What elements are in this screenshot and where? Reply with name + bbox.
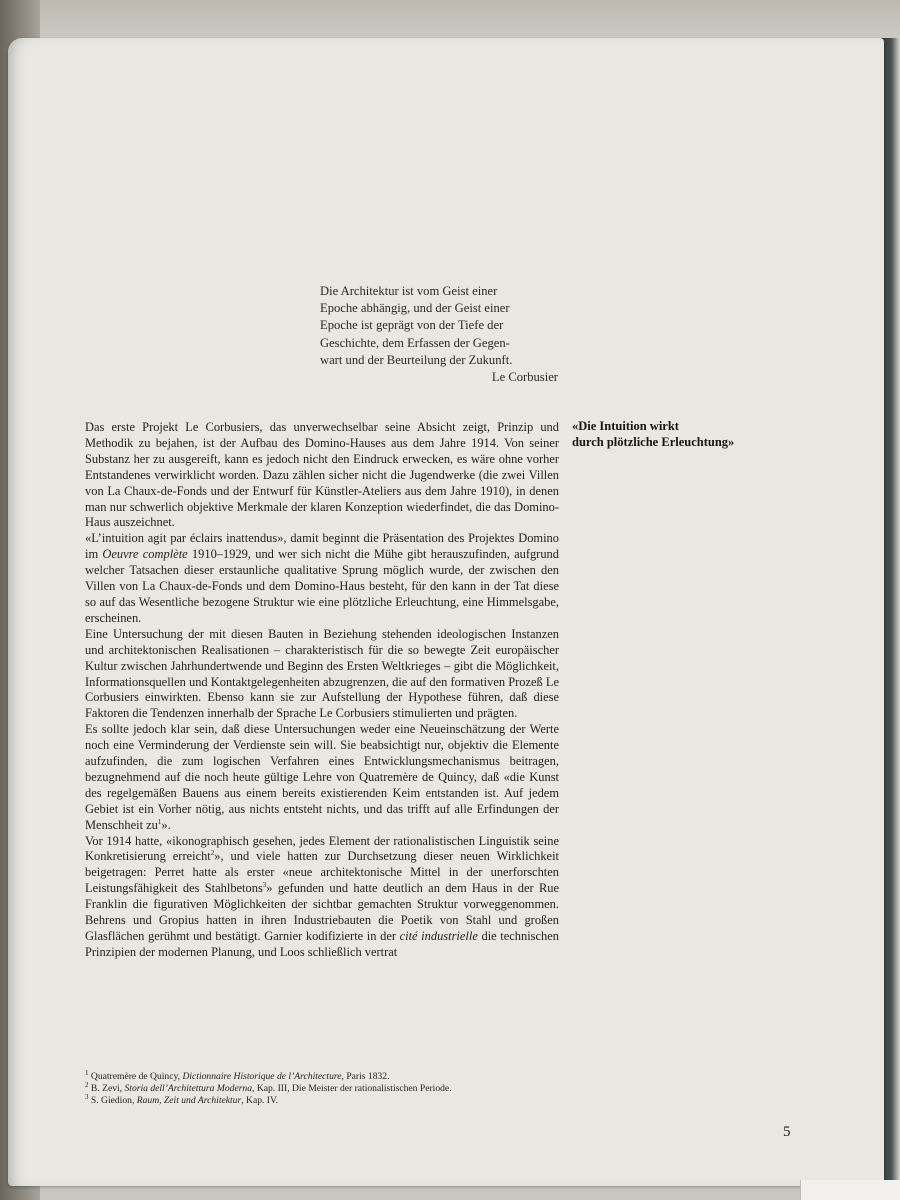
paragraph <box>85 420 559 531</box>
quote-line: Epoche abhängig, und der Geist einer <box>320 301 510 316</box>
margin-heading <box>572 418 772 450</box>
paragraph-text: ». <box>161 817 171 832</box>
paragraph <box>85 627 559 722</box>
footnote-text: Quatremère de Quincy, <box>88 1071 183 1082</box>
paragraph-text: » gefunden und hatte deutlich an dem Haus in der Rue Franklin die figurativen Möglichkeiten der sichtbar gemachten Struktur vorweggenommen. Behrens und Gropius hatten in ihren Industriebauten die Poetik von Stahl und großen Glasflächen gerühmt und bestätigt. Garnier kodifizierte in der <box>85 881 559 943</box>
paragraph <box>85 531 559 626</box>
margin-heading-line: «Die Intuition wirkt <box>572 419 679 433</box>
paragraph-text: Es sollte jedoch klar sein, daß diese Untersuchungen weder eine Neueinschätzung der Werte noch eine Verminderung der Verdienste sein will. Sie beabsichtigt nur, objektiv die Elemente aufzufinden, die zum logischen Verfahren eines Entwicklungsmechanismus beitragen, bezugnehmend auf die noch heute gültige Lehre von Quatremère de Quincy, daß «die Kunst des regelgemäßen Bauens aus einem bereits existierenden Keim entstanden ist. Auf jedem Gebiet ist ein Vorher nötig, aus nichts entsteht nichts, und das trifft auf alle Erfindungen der Menschheit zu <box>85 722 559 832</box>
footnote-marker: 2 <box>210 849 215 858</box>
page-number: 5 <box>783 1124 791 1140</box>
paragraph-text: », und viele hatten zur Durchsetzung dieser neuen Wirklichkeit beigetragen: Perret hatte als erster «neue architektonische Mittel in der unerforschten Leistungsfähigkeit des Stahlbetons <box>85 849 559 896</box>
quote-author: Le Corbusier <box>491 370 558 385</box>
footnote-number: 2 <box>85 1080 89 1089</box>
footnote <box>85 1092 565 1107</box>
paragraph-text: Das erste Projekt Le Corbusiers, das unverwechselbar seine Absicht zeigt, Prinzip und Methodik zu bejahen, ist der Aufbau des Domino-Hauses aus dem Jahre 1914. Von seiner Substanz her zu ausgereift, kann es jedoch nicht den Eindruck erwecken, es wäre ohne vorher Entstandenes verwirklicht worden. Dazu zählen sicher nicht die Jugendwerke (die zwei Villen von La Chaux-de-Fonds und der Entwurf für Künstler-Ateliers aus dem Jahre 1910), in denen man nur schwerlich objektive Merkmale der klaren Konzeption wiederfindet, die das Domino-Haus auszeichnet. <box>85 420 559 530</box>
paragraph <box>85 722 559 833</box>
footnote-number: 3 <box>85 1092 89 1101</box>
book-title-italic: Oeuvre complète <box>102 547 188 562</box>
footnote-marker: 3 <box>262 881 267 890</box>
quote-line: wart und der Beurteilung der Zukunft. <box>320 352 513 367</box>
footnote-text: S. Giedion, <box>88 1094 137 1106</box>
quote-line: Die Architektur ist vom Geist einer <box>320 284 498 298</box>
paragraph-text: Vor 1914 hatte, «ikonographisch gesehen, jedes Element der rationalistischen Linguistik seine Konkretisierung erreicht <box>85 833 559 864</box>
paragraph-text: «L’intuition agit par éclairs inattendus», damit beginnt die Präsentation des Projektes Domino im <box>85 531 559 562</box>
epigraph-quote <box>320 283 558 386</box>
footnote <box>85 1068 565 1083</box>
footnotes <box>85 1068 565 1106</box>
footnote-title: Raum, Zeit und Architektur <box>136 1094 242 1106</box>
footnote-text: , Paris 1832. <box>341 1071 390 1082</box>
background-paper-corner <box>800 1180 900 1200</box>
margin-heading-line: durch plötzliche Erleuchtung» <box>572 435 735 449</box>
footnote <box>85 1080 565 1095</box>
paragraph-text: Eine Untersuchung der mit diesen Bauten in Beziehung stehenden ideologischen Instanzen und architektonischen Realisationen – charakteristisch für die so bewegte Zeit europäischer Kultur zwischen Jahrhundertwende und Beginn des Ersten Weltkrieges – gibt die Möglichkeit, Informationsquellen und Kontaktgelegenheiten abzugrenzen, die auf den formativen Prozeß Le Corbusiers einwirkten. Ebenso kann sie zur Aufstellung der Hypothese führen, daß diese Faktoren die Tendenzen innerhalb der Sprache Le Corbusiers stimulierten und prägten. <box>85 626 559 721</box>
paragraph-text: 1910–1929, und wer sich nicht die Mühe gibt herauszufinden, aufgrund welcher Tatsachen dieser erstaunliche qualitative Sprung möglich wurde, der zwischen den Villen von La Chaux-de-Fonds und dem Domino-Haus besteht, für den kann in der Tat diese so auf das Wesentliche bezogene Struktur wie eine plötzliche Erleuchtung, eine Himmelsgabe, erscheinen. <box>85 547 559 625</box>
footnote-number: 1 <box>85 1068 89 1077</box>
quote-line: Geschichte, dem Erfassen der Gegen- <box>320 335 510 350</box>
footnote-title: Dictionnaire Historique de l’Architecture <box>182 1071 342 1082</box>
footnote-title: Storia dell’Architettura Moderna <box>124 1082 253 1094</box>
quote-line: Epoche ist geprägt von der Tiefe der <box>320 318 504 333</box>
footnote-marker: 1 <box>157 817 162 826</box>
footnote-text: , Kap. III, Die Meister der rationalistischen Periode. <box>252 1082 452 1094</box>
body-text <box>85 420 559 961</box>
footnote-text: B. Zevi, <box>88 1082 125 1094</box>
term-italic: cité industrielle <box>399 929 478 943</box>
paragraph-text: die technischen Prinzipien der modernen Planung, und Loos schließlich vertrat <box>85 929 559 959</box>
footnote-text: , Kap. IV. <box>241 1094 279 1106</box>
paragraph <box>85 834 559 961</box>
